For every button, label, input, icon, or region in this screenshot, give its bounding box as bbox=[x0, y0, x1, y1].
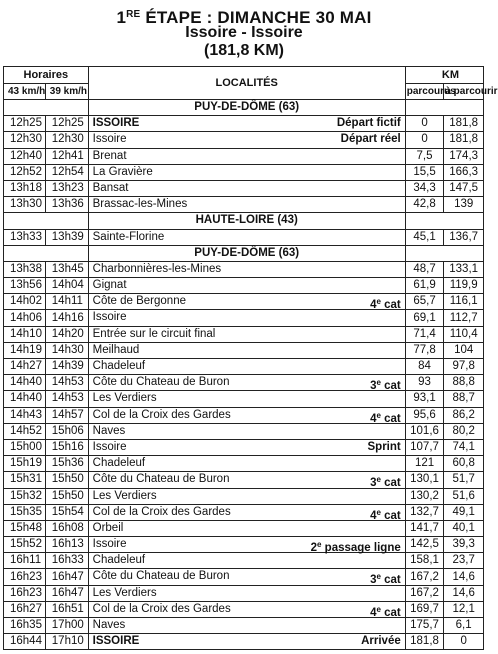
km-parcourus: 7,5 bbox=[405, 148, 444, 164]
time-43: 13h33 bbox=[4, 229, 46, 245]
km-a-parcourir: 23,7 bbox=[444, 553, 484, 569]
schedule-row bbox=[4, 618, 484, 634]
time-39: 13h39 bbox=[45, 229, 88, 245]
schedule-row bbox=[4, 375, 484, 391]
locality-cell bbox=[88, 310, 405, 326]
schedule-row bbox=[4, 261, 484, 277]
time-39: 14h04 bbox=[45, 278, 88, 294]
time-39: 16h13 bbox=[45, 537, 88, 553]
locality-note: Départ réel bbox=[340, 133, 401, 146]
time-39: 16h47 bbox=[45, 585, 88, 601]
locality-cell bbox=[88, 618, 405, 634]
time-39: 13h23 bbox=[45, 180, 88, 196]
km-a-parcourir: 6,1 bbox=[444, 618, 484, 634]
km-parcourus: 101,6 bbox=[405, 423, 444, 439]
time-43: 16h35 bbox=[4, 618, 46, 634]
time-43: 13h30 bbox=[4, 197, 46, 213]
km-parcourus: 167,2 bbox=[405, 569, 444, 585]
locality-cell bbox=[88, 407, 405, 423]
locality-name: Issoire bbox=[92, 311, 127, 324]
locality-cell bbox=[88, 164, 405, 180]
time-43: 13h38 bbox=[4, 261, 46, 277]
km-parcourus: 130,1 bbox=[405, 472, 444, 488]
locality-note: 2e passage ligne bbox=[310, 540, 401, 555]
schedule-row bbox=[4, 585, 484, 601]
time-43: 16h23 bbox=[4, 585, 46, 601]
km-parcourus: 141,7 bbox=[405, 520, 444, 536]
locality-cell bbox=[88, 278, 405, 294]
schedule-row bbox=[4, 278, 484, 294]
locality-name: La Gravière bbox=[92, 165, 153, 178]
km-a-parcourir: 14,6 bbox=[444, 569, 484, 585]
time-39: 14h11 bbox=[45, 294, 88, 310]
km-a-parcourir: 119,9 bbox=[444, 278, 484, 294]
locality-cell bbox=[88, 537, 405, 553]
time-39: 12h30 bbox=[45, 132, 88, 148]
km-header: KM bbox=[405, 67, 483, 84]
km-parcourus: 61,9 bbox=[405, 278, 444, 294]
time-39: 16h08 bbox=[45, 520, 88, 536]
time-43: 14h02 bbox=[4, 294, 46, 310]
time-43: 14h40 bbox=[4, 391, 46, 407]
km-a-parcourir: 80,2 bbox=[444, 423, 484, 439]
region-empty-cell bbox=[4, 100, 89, 116]
locality-name: ISSOIRE bbox=[92, 635, 140, 648]
time-43: 15h48 bbox=[4, 520, 46, 536]
locality-cell bbox=[88, 439, 405, 455]
locality-name: Côte du Chateau de Buron bbox=[92, 376, 230, 389]
locality-cell bbox=[88, 375, 405, 391]
locality-name: Issoire bbox=[92, 538, 127, 551]
km-a-parcourir: 181,8 bbox=[444, 116, 484, 132]
schedule-row bbox=[4, 310, 484, 326]
region-empty-cell bbox=[4, 213, 89, 229]
km-a-parcourir: 88,8 bbox=[444, 375, 484, 391]
schedule-row bbox=[4, 197, 484, 213]
schedule-row bbox=[4, 359, 484, 375]
region-empty-cell bbox=[405, 213, 483, 229]
schedule-row bbox=[4, 407, 484, 423]
time-43: 14h27 bbox=[4, 359, 46, 375]
locality-note: 3e cat bbox=[370, 378, 401, 393]
km-parcourus: 93 bbox=[405, 375, 444, 391]
locality-note: 4e cat bbox=[370, 507, 401, 522]
time-43: 15h35 bbox=[4, 504, 46, 520]
km-a-parcourir: 0 bbox=[444, 634, 484, 650]
time-43: 15h00 bbox=[4, 439, 46, 455]
locality-cell bbox=[88, 197, 405, 213]
time-43: 16h11 bbox=[4, 553, 46, 569]
schedule-row bbox=[4, 553, 484, 569]
locality-cell bbox=[88, 488, 405, 504]
time-43: 12h52 bbox=[4, 164, 46, 180]
km-a-parcourir: 49,1 bbox=[444, 504, 484, 520]
schedule-row bbox=[4, 132, 484, 148]
locality-note: Départ fictif bbox=[336, 117, 401, 130]
stage-title: 1RE ÉTAPE : DIMANCHE 30 MAI bbox=[116, 8, 372, 27]
km-parcourus: 121 bbox=[405, 456, 444, 472]
locality-note: Sprint bbox=[367, 440, 401, 453]
km-parcourus: 0 bbox=[405, 116, 444, 132]
locality-cell bbox=[88, 261, 405, 277]
time-43: 13h56 bbox=[4, 278, 46, 294]
time-43: 13h18 bbox=[4, 180, 46, 196]
time-43: 12h30 bbox=[4, 132, 46, 148]
time-43: 14h10 bbox=[4, 326, 46, 342]
schedule-body bbox=[4, 100, 484, 650]
schedule-row bbox=[4, 439, 484, 455]
region-name: PUY-DE-DÔME (63) bbox=[88, 100, 405, 116]
time-43: 16h27 bbox=[4, 601, 46, 617]
km-a-parcourir: 174,3 bbox=[444, 148, 484, 164]
time-43: 14h40 bbox=[4, 375, 46, 391]
schedule-row bbox=[4, 601, 484, 617]
time-39: 15h50 bbox=[45, 488, 88, 504]
speed-43-header: 43 km/h bbox=[4, 84, 46, 100]
schedule-row bbox=[4, 326, 484, 342]
time-39: 13h36 bbox=[45, 197, 88, 213]
time-39: 15h54 bbox=[45, 504, 88, 520]
region-empty-cell bbox=[405, 100, 483, 116]
km-parcourus: 84 bbox=[405, 359, 444, 375]
km-parcourus: 42,8 bbox=[405, 197, 444, 213]
locality-name: Brenat bbox=[92, 149, 127, 162]
km-a-parcourir: 51,7 bbox=[444, 472, 484, 488]
km-a-parcourir: 60,8 bbox=[444, 456, 484, 472]
km-parcourus: 95,6 bbox=[405, 407, 444, 423]
locality-cell bbox=[88, 472, 405, 488]
km-a-parcourir: 139 bbox=[444, 197, 484, 213]
locality-name: Naves bbox=[92, 619, 126, 631]
locality-cell bbox=[88, 180, 405, 196]
km-parcourus: 93,1 bbox=[405, 391, 444, 407]
region-row bbox=[4, 213, 484, 229]
locality-name: Gignat bbox=[92, 279, 127, 292]
time-39: 15h50 bbox=[45, 472, 88, 488]
km-a-parcourir: 110,4 bbox=[444, 326, 484, 342]
schedule-table bbox=[3, 66, 498, 650]
time-43: 14h52 bbox=[4, 423, 46, 439]
time-43: 14h06 bbox=[4, 310, 46, 326]
schedule-row bbox=[4, 229, 484, 245]
schedule-row bbox=[4, 342, 484, 358]
horaires-header: Horaires bbox=[4, 67, 89, 84]
km-parcourus: 48,7 bbox=[405, 261, 444, 277]
schedule-row bbox=[4, 504, 484, 520]
time-39: 13h45 bbox=[45, 261, 88, 277]
locality-name: Les Verdiers bbox=[92, 392, 157, 405]
km-a-parcourir: 97,8 bbox=[444, 359, 484, 375]
km-parcourus-header: parcourus bbox=[405, 84, 444, 100]
km-a-parcourir: 116,1 bbox=[444, 294, 484, 310]
locality-name: Chadeleuf bbox=[92, 360, 146, 372]
locality-name: Les Verdiers bbox=[92, 586, 157, 599]
km-parcourus: 130,2 bbox=[405, 488, 444, 504]
schedule-row bbox=[4, 148, 484, 164]
schedule-row bbox=[4, 472, 484, 488]
time-43: 15h31 bbox=[4, 472, 46, 488]
locality-name: ISSOIRE bbox=[92, 117, 140, 130]
schedule-row bbox=[4, 116, 484, 132]
km-a-parcourir: 88,7 bbox=[444, 391, 484, 407]
km-a-parcourir: 133,1 bbox=[444, 261, 484, 277]
km-a-parcourir: 14,6 bbox=[444, 585, 484, 601]
time-43: 15h32 bbox=[4, 488, 46, 504]
time-39: 16h33 bbox=[45, 553, 88, 569]
time-39: 14h53 bbox=[45, 375, 88, 391]
time-39: 14h57 bbox=[45, 407, 88, 423]
km-parcourus: 34,3 bbox=[405, 180, 444, 196]
km-a-parcourir: 86,2 bbox=[444, 407, 484, 423]
region-name: HAUTE-LOIRE (43) bbox=[88, 213, 405, 229]
km-a-parcourir: 74,1 bbox=[444, 439, 484, 455]
schedule-row bbox=[4, 634, 484, 650]
km-parcourus: 45,1 bbox=[405, 229, 444, 245]
km-a-parcourir: 51,6 bbox=[444, 488, 484, 504]
km-parcourus: 65,7 bbox=[405, 294, 444, 310]
time-43: 14h19 bbox=[4, 342, 46, 358]
locality-cell bbox=[88, 391, 405, 407]
locality-cell bbox=[88, 585, 405, 601]
region-row bbox=[4, 245, 484, 261]
time-39: 14h16 bbox=[45, 310, 88, 326]
time-39: 15h06 bbox=[45, 423, 88, 439]
time-39: 15h36 bbox=[45, 456, 88, 472]
stage-distance: (181,8 KM) bbox=[203, 42, 285, 59]
locality-note: 3e cat bbox=[370, 572, 401, 587]
km-a-parcourir: 136,7 bbox=[444, 229, 484, 245]
document-header bbox=[0, 0, 488, 62]
locality-note: Arrivée bbox=[361, 635, 401, 648]
km-parcourus: 69,1 bbox=[405, 310, 444, 326]
time-39: 14h39 bbox=[45, 359, 88, 375]
locality-name: Charbonnières-les-Mines bbox=[92, 262, 222, 275]
locality-name: Orbeil bbox=[92, 521, 124, 534]
locality-name: Les Verdiers bbox=[92, 489, 157, 502]
km-a-parcourir: 40,1 bbox=[444, 520, 484, 536]
locality-cell bbox=[88, 294, 405, 310]
km-a-parcourir: 166,3 bbox=[444, 164, 484, 180]
locality-cell bbox=[88, 456, 405, 472]
locality-name: Côte du Chateau de Buron bbox=[92, 570, 230, 583]
km-a-parcourir: 112,7 bbox=[444, 310, 484, 326]
schedule-row bbox=[4, 520, 484, 536]
km-a-parcourir: 147,5 bbox=[444, 180, 484, 196]
locality-note: 4e cat bbox=[370, 410, 401, 425]
km-parcourus: 0 bbox=[405, 132, 444, 148]
km-parcourus: 15,5 bbox=[405, 164, 444, 180]
locality-cell bbox=[88, 520, 405, 536]
km-a-parcourir-header: à parcourir bbox=[444, 84, 484, 100]
locality-cell bbox=[88, 601, 405, 617]
km-parcourus: 167,2 bbox=[405, 585, 444, 601]
km-parcourus: 175,7 bbox=[405, 618, 444, 634]
time-39: 12h25 bbox=[45, 116, 88, 132]
locality-name: Côte de Bergonne bbox=[92, 295, 186, 308]
schedule-row bbox=[4, 456, 484, 472]
time-43: 16h44 bbox=[4, 634, 46, 650]
locality-name: Sainte-Florine bbox=[92, 230, 165, 243]
km-parcourus: 158,1 bbox=[405, 553, 444, 569]
locality-note: 3e cat bbox=[370, 475, 401, 490]
locality-name: Naves bbox=[92, 424, 126, 437]
schedule-row bbox=[4, 294, 484, 310]
time-43: 12h40 bbox=[4, 148, 46, 164]
locality-note: 4e cat bbox=[370, 604, 401, 619]
schedule-row bbox=[4, 391, 484, 407]
time-39: 16h51 bbox=[45, 601, 88, 617]
km-a-parcourir: 181,8 bbox=[444, 132, 484, 148]
km-parcourus: 132,7 bbox=[405, 504, 444, 520]
locality-name: Issoire bbox=[92, 133, 127, 146]
locality-name: Entrée sur le circuit final bbox=[92, 327, 216, 340]
locality-cell bbox=[88, 342, 405, 358]
locality-cell bbox=[88, 569, 405, 585]
time-39: 12h54 bbox=[45, 164, 88, 180]
schedule-row bbox=[4, 423, 484, 439]
schedule-row bbox=[4, 569, 484, 585]
time-39: 15h16 bbox=[45, 439, 88, 455]
time-39: 14h30 bbox=[45, 342, 88, 358]
locality-name: Chadeleuf bbox=[92, 554, 146, 567]
km-parcourus: 107,7 bbox=[405, 439, 444, 455]
time-43: 15h19 bbox=[4, 456, 46, 472]
locality-cell bbox=[88, 504, 405, 520]
stage-route: Issoire - Issoire bbox=[185, 24, 303, 41]
locality-cell bbox=[88, 229, 405, 245]
schedule-row bbox=[4, 180, 484, 196]
locality-cell bbox=[88, 132, 405, 148]
time-39: 14h53 bbox=[45, 391, 88, 407]
locality-name: Col de la Croix des Gardes bbox=[92, 602, 231, 615]
locality-cell bbox=[88, 326, 405, 342]
region-empty-cell bbox=[4, 245, 89, 261]
km-parcourus: 169,7 bbox=[405, 601, 444, 617]
schedule-row bbox=[4, 488, 484, 504]
schedule-row bbox=[4, 164, 484, 180]
time-39: 12h41 bbox=[45, 148, 88, 164]
time-39: 14h20 bbox=[45, 326, 88, 342]
locality-name: Issoire bbox=[92, 440, 127, 453]
locality-cell bbox=[88, 423, 405, 439]
km-a-parcourir: 12,1 bbox=[444, 601, 484, 617]
speed-39-header: 39 km/h bbox=[45, 84, 88, 100]
time-43: 16h23 bbox=[4, 569, 46, 585]
locality-name: Côte du Chateau de Buron bbox=[92, 473, 230, 486]
schedule-row bbox=[4, 537, 484, 553]
locality-note: 4e cat bbox=[370, 297, 401, 312]
locality-name: Col de la Croix des Gardes bbox=[92, 505, 231, 518]
km-parcourus: 181,8 bbox=[405, 634, 444, 650]
locality-cell bbox=[88, 116, 405, 132]
locality-cell bbox=[88, 553, 405, 569]
locality-cell bbox=[88, 359, 405, 375]
region-name: PUY-DE-DÔME (63) bbox=[88, 245, 405, 261]
time-43: 12h25 bbox=[4, 116, 46, 132]
time-39: 16h47 bbox=[45, 569, 88, 585]
locality-name: Col de la Croix des Gardes bbox=[92, 408, 231, 421]
km-a-parcourir: 39,3 bbox=[444, 537, 484, 553]
km-parcourus: 142,5 bbox=[405, 537, 444, 553]
locality-name: Brassac-les-Mines bbox=[92, 198, 188, 211]
locality-cell bbox=[88, 148, 405, 164]
time-43: 14h43 bbox=[4, 407, 46, 423]
region-row bbox=[4, 100, 484, 116]
locality-name: Chadeleuf bbox=[92, 457, 146, 470]
locality-cell bbox=[88, 634, 405, 650]
km-a-parcourir: 104 bbox=[444, 342, 484, 358]
locality-name: Meilhaud bbox=[92, 343, 140, 356]
region-empty-cell bbox=[405, 245, 483, 261]
time-43: 15h52 bbox=[4, 537, 46, 553]
localites-header: LOCALITÉS bbox=[88, 67, 405, 100]
time-39: 17h00 bbox=[45, 618, 88, 634]
time-39: 17h10 bbox=[45, 634, 88, 650]
locality-name: Bansat bbox=[92, 181, 129, 194]
km-parcourus: 77,8 bbox=[405, 342, 444, 358]
km-parcourus: 71,4 bbox=[405, 326, 444, 342]
